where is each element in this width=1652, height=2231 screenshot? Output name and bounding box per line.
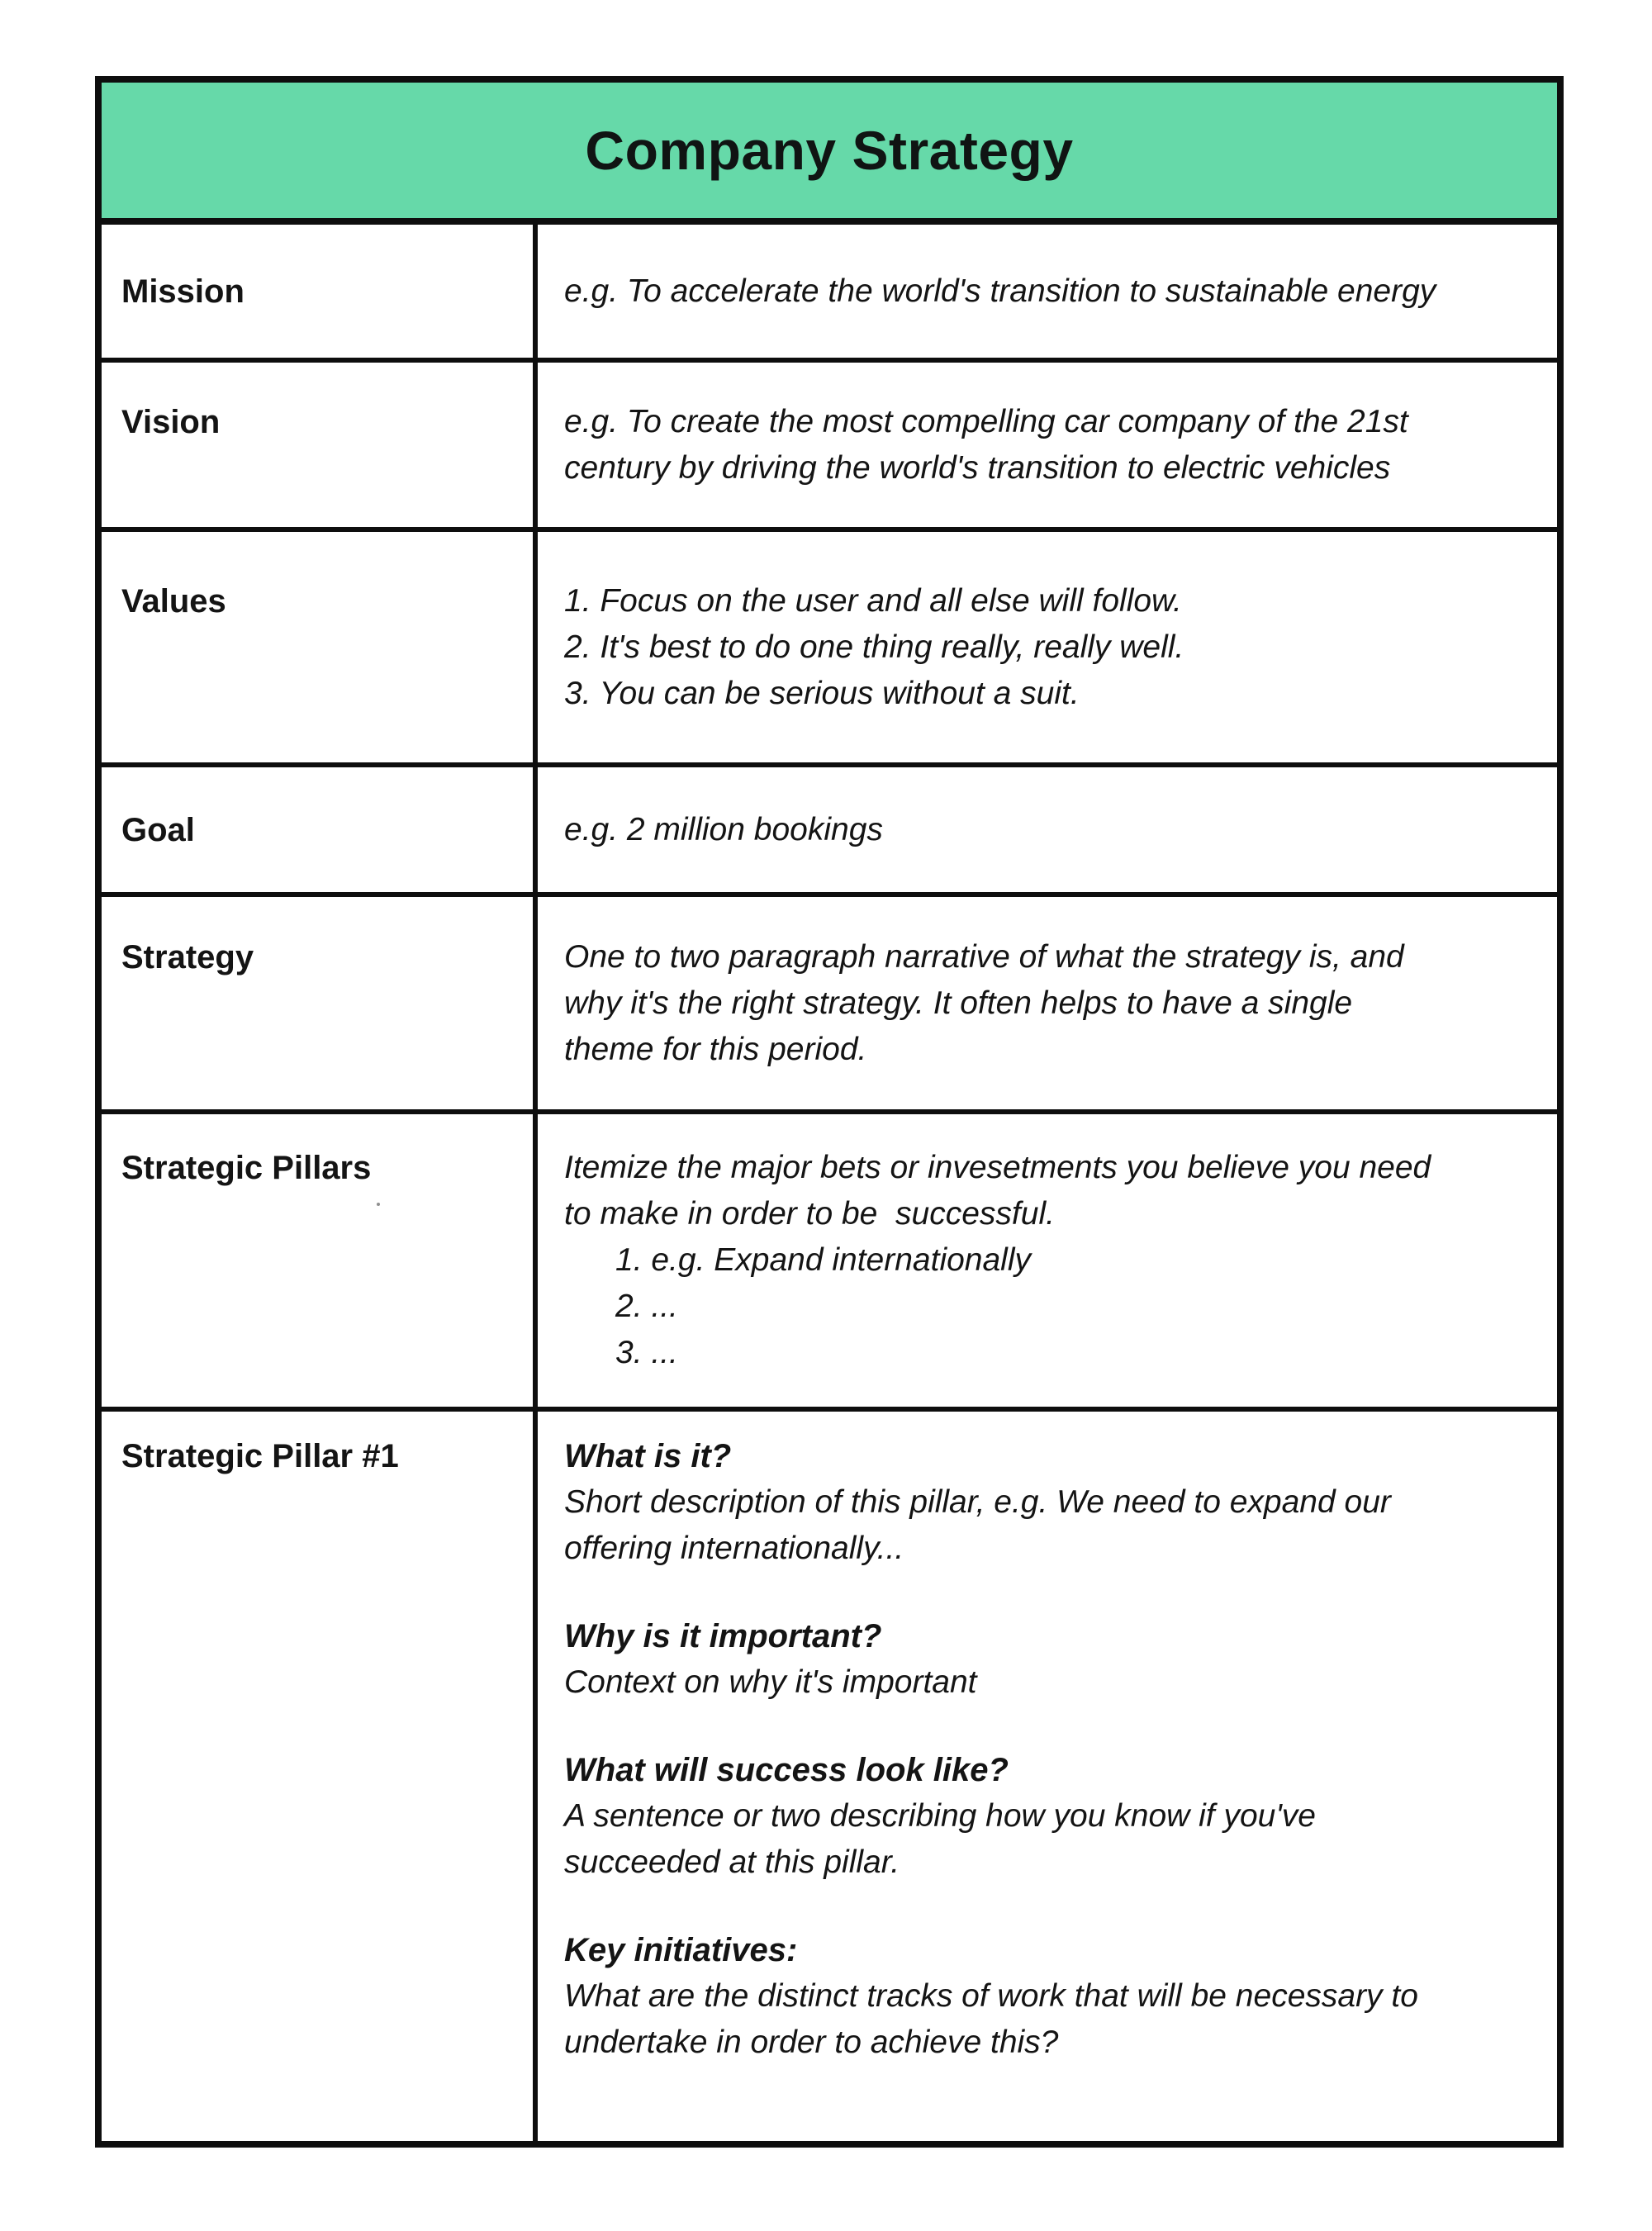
content-block [564,1237,1534,1376]
content-line: Short description of this pillar, e.g. We need to expand our [564,1484,1391,1520]
table-header [102,83,1557,225]
row-label: Goal [121,811,195,848]
content-block [564,1927,1534,2066]
row-label-cell [102,1114,538,1407]
row-label-cell [102,363,538,527]
table-row [102,892,1557,1109]
content-line: offering internationally... [564,1531,904,1566]
row-content-cell [538,767,1557,892]
content-block [564,807,1534,853]
row-label: Strategic Pillars [121,1150,372,1186]
content-heading: What is it? [564,1438,732,1474]
content-line: 3. ... [615,1335,678,1370]
table-row [102,225,1557,358]
row-label: Strategy [121,938,254,975]
content-line: 1. Focus on the user and all else will follow. [564,582,1182,619]
content-block [564,1747,1534,1886]
content-line: Context on why it's important [564,1664,977,1700]
content-line: 3. You can be serious without a suit. [564,675,1080,711]
content-heading: Key initiatives: [564,1932,798,1968]
row-label-cell [102,225,538,358]
content-line: century by driving the world's transition to electric vehicles [564,449,1391,486]
row-label-cell [102,767,538,892]
content-line: 2. It's best to do one thing really, really well. [564,629,1184,665]
content-line: What are the distinct tracks of work that will be necessary to [564,1978,1418,2014]
row-label-cell [102,532,538,762]
table-rows [102,225,1557,2141]
row-label: Strategic Pillar #1 [121,1438,399,1474]
content-line: why it's the right strategy. It often helps to have a single [564,985,1353,1021]
content-block [564,1145,1534,1237]
content-line: One to two paragraph narrative of what the strategy is, and [564,938,1404,975]
row-content-cell [538,1412,1557,2141]
content-line: succeeded at this pillar. [564,1844,900,1880]
content-line: 1. e.g. Expand internationally [615,1242,1032,1278]
row-content-cell [538,897,1557,1109]
table-row [102,358,1557,527]
stray-mark [377,1203,380,1206]
content-heading: What will success look like? [564,1752,1009,1788]
content-block [564,934,1534,1073]
content-line: A sentence or two describing how you know if you've [564,1798,1316,1834]
content-block [564,578,1534,717]
content-heading: Why is it important? [564,1618,882,1654]
row-label: Mission [121,273,244,310]
content-line: e.g. To accelerate the world's transition to sustainable energy [564,273,1436,309]
content-line: Itemize the major bets or invesetments you believe you need [564,1150,1431,1185]
row-content-cell [538,363,1557,527]
row-content-cell [538,532,1557,762]
content-block [564,268,1534,315]
table-row [102,762,1557,892]
content-block [564,1433,1534,1572]
row-label-cell [102,1412,538,2141]
content-line: e.g. 2 million bookings [564,811,883,847]
table-row [102,1109,1557,1407]
row-content-cell [538,225,1557,358]
content-block [564,1613,1534,1706]
row-label: Values [121,582,226,619]
content-line: to make in order to be successful. [564,1196,1055,1232]
row-label-cell [102,897,538,1109]
row-label: Vision [121,403,221,440]
content-line: e.g. To create the most compelling car company of the 21st [564,403,1408,439]
table-row [102,1407,1557,2141]
content-line: theme for this period. [564,1031,867,1067]
content-block [564,399,1534,491]
content-line: 2. ... [615,1289,678,1324]
page-title: Company Strategy [585,120,1074,181]
table-row [102,527,1557,762]
content-line: undertake in order to achieve this? [564,2025,1059,2060]
strategy-table [95,76,1564,2148]
row-content-cell [538,1114,1557,1407]
